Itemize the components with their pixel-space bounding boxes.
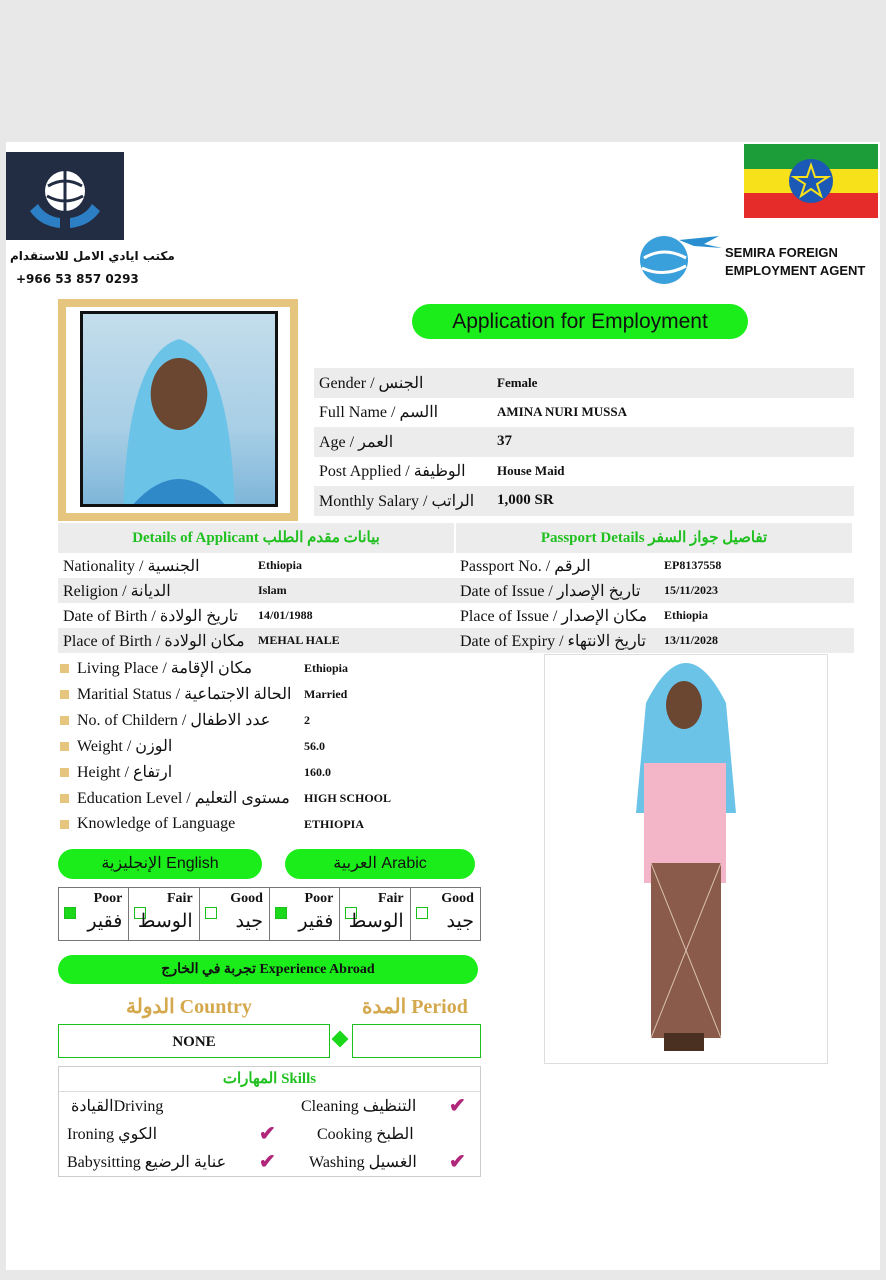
ethiopia-flag-icon <box>744 144 878 218</box>
period-field[interactable] <box>352 1024 481 1058</box>
check-icon: ✔ <box>449 1095 466 1117</box>
skill-label: Washing الغسيل <box>309 1154 417 1171</box>
office-phone: +966 53 857 0293 <box>16 272 139 286</box>
bullet-icon <box>60 768 69 777</box>
table-row: Nationality / الجنسية Ethiopia Passport No. / الرقم EP8137558 <box>63 557 722 575</box>
table-row: Full Name / االسم AMINA NURI MUSSA <box>319 404 628 422</box>
english-language-label: الإنجليزية English <box>58 849 262 879</box>
bullet-icon <box>60 742 69 751</box>
skill-label: Cleaning التنظيف <box>301 1098 417 1115</box>
table-row: Place of Birth / مكان الولادة MEHAL HALE Date of Expiry / تاريخ الانتهاء 13/11/2028 <box>58 628 854 653</box>
diamond-icon <box>332 1031 349 1048</box>
checkbox-unchecked[interactable] <box>416 907 428 919</box>
list-item: Knowledge of Language ETHIOPIA <box>60 811 480 837</box>
skills-heading: المهارات Skills <box>59 1067 480 1092</box>
country-field[interactable]: NONE <box>58 1024 330 1058</box>
list-item: Education Level / مستوى التعليم HIGH SCHOOL <box>60 785 480 811</box>
applicant-heading: Details of Applicant بيانات مقدم الطلب <box>58 523 456 553</box>
country-label: الدولة Country <box>126 996 252 1018</box>
skill-label: Ironing الكوي <box>67 1126 158 1143</box>
table-row: Age / العمر 37 <box>314 427 854 457</box>
skill-row <box>59 1148 480 1176</box>
skill-row <box>59 1120 480 1148</box>
skill-label: القيادةDriving <box>71 1098 164 1115</box>
check-icon: ✔ <box>449 1151 466 1173</box>
language-level-cell: Poor فقير <box>59 888 129 940</box>
language-level-cell: Poor فقير <box>270 888 340 940</box>
language-level-cell: Fair الوسط <box>129 888 199 940</box>
table-row: Post Applied / الوظيفة House Maid <box>319 463 565 481</box>
bullet-icon <box>60 794 69 803</box>
checkbox-checked[interactable] <box>64 907 76 919</box>
passport-heading: Passport Details تفاصيل جواز السفر <box>456 523 854 553</box>
portrait-frame <box>58 299 298 521</box>
skill-row <box>59 1092 480 1120</box>
office-name: مكتب ايادي الامل للاستقدام <box>10 249 175 263</box>
agent-name: SEMIRA FOREIGN EMPLOYMENT AGENT <box>725 245 866 278</box>
applicant-portrait <box>80 311 278 507</box>
page-title: Application for Employment <box>412 304 748 339</box>
skill-label: Cooking الطبخ <box>317 1126 414 1143</box>
arabic-language-label: العربية Arabic <box>285 849 475 879</box>
application-form <box>6 142 880 1270</box>
checkbox-checked[interactable] <box>275 907 287 919</box>
details-table <box>58 523 854 653</box>
list-item: Height / ارتفاع 160.0 <box>60 759 480 785</box>
table-row: Religion / الديانة Islam Date of Issue / تاريخ الإصدار 15/11/2023 <box>58 578 854 603</box>
details-header <box>58 523 854 553</box>
experience-heading: تجربة في الخارج Experience Abroad <box>58 955 478 984</box>
language-level-grid <box>58 887 481 941</box>
list-item: Maritial Status / الحالة الاجتماعية Married <box>60 681 480 707</box>
table-row: Monthly Salary / الراتب 1,000 SR <box>314 486 854 516</box>
bullet-icon <box>60 820 69 829</box>
bullet-icon <box>60 690 69 699</box>
bullet-icon <box>60 716 69 725</box>
personal-details-list <box>60 655 480 837</box>
details-body <box>58 553 854 653</box>
language-level-cell: Good جيد <box>200 888 270 940</box>
period-label: المدة Period <box>362 996 468 1018</box>
list-item: Weight / الوزن 56.0 <box>60 733 480 759</box>
list-item: Living Place / مكان الإقامة Ethiopia <box>60 655 480 681</box>
office-logo <box>6 152 124 240</box>
table-row: Date of Birth / تاريخ الولادة 14/01/1988 Place of Issue / مكان الإصدار Ethiopia <box>63 607 709 625</box>
check-icon: ✔ <box>259 1123 276 1145</box>
checkbox-unchecked[interactable] <box>205 907 217 919</box>
language-level-cell: Fair الوسط <box>340 888 410 940</box>
airplane-globe-icon <box>624 228 724 286</box>
applicant-full-photo <box>544 654 828 1064</box>
summary-table <box>314 368 854 516</box>
language-level-cell: Good جيد <box>411 888 480 940</box>
bullet-icon <box>60 664 69 673</box>
skill-label: Babysitting عناية الرضيع <box>67 1154 227 1171</box>
check-icon: ✔ <box>259 1151 276 1173</box>
skills-table <box>58 1066 481 1177</box>
table-row: Gender / الجنس Female <box>314 368 854 398</box>
list-item: No. of Childern / عدد الاطفال 2 <box>60 707 480 733</box>
